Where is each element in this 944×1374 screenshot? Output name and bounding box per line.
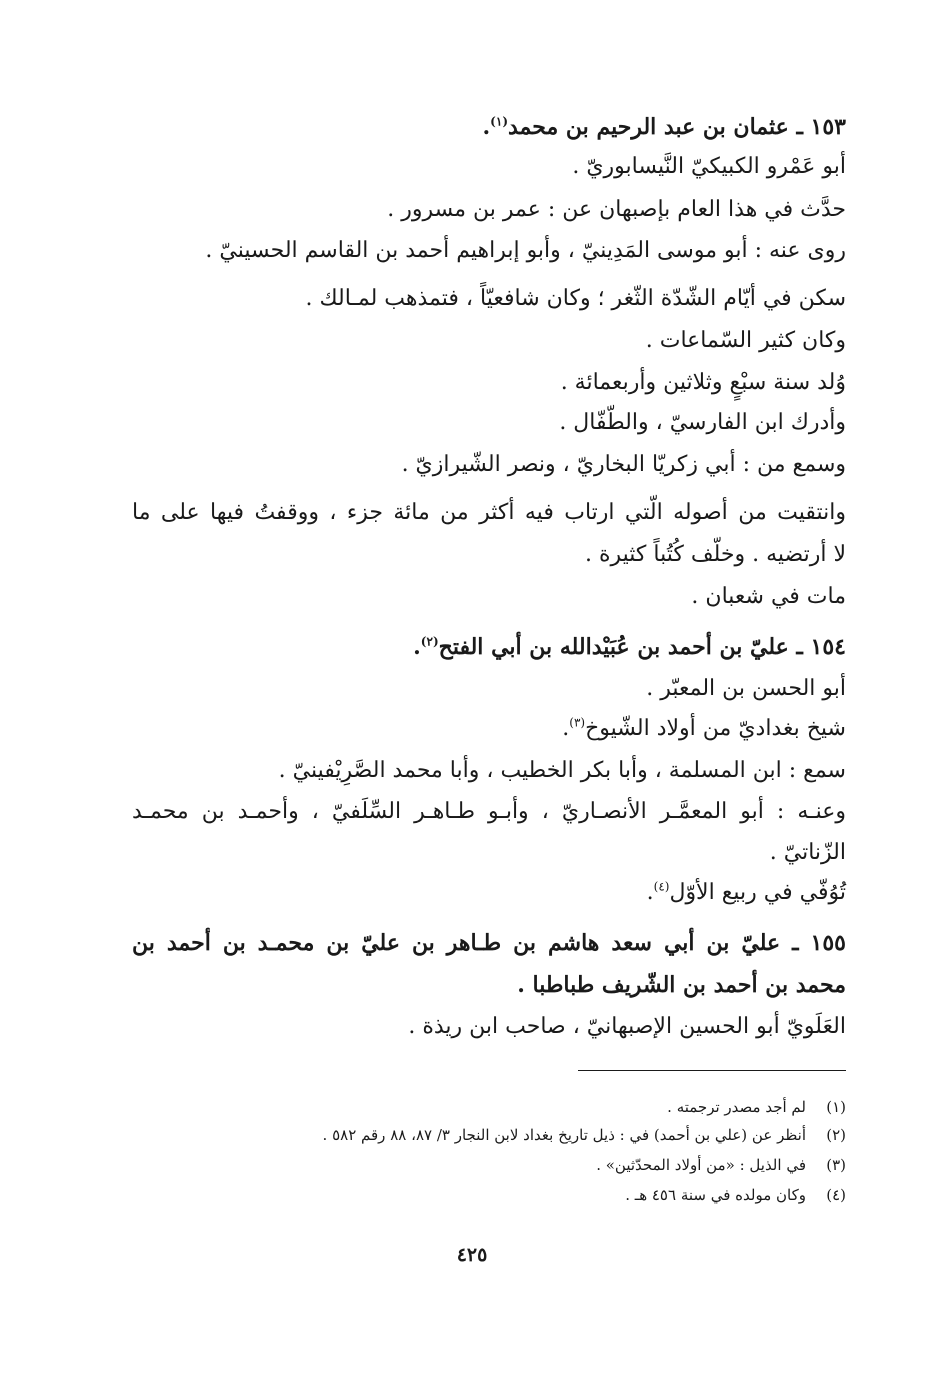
entry-153-kunya: أبو عَمْرو الكبيكيّ النَّيسابوريّ .: [572, 154, 846, 179]
entry-154-kunya: أبو الحسن بن المعبّر .: [646, 676, 846, 701]
footnote-text: وكان مولده في سنة ٤٥٦ هـ .: [625, 1186, 806, 1204]
entry-154-line-death-text: تُوُفّي في ربيع الأوّل: [669, 880, 846, 905]
page-number: ٤٢٥: [456, 1244, 488, 1266]
footnote-number: (٢): [826, 1126, 846, 1144]
entry-154-title-end: .: [413, 634, 421, 660]
footnote-number: (٤): [826, 1186, 846, 1204]
entry-154-line-sheikh: [562, 714, 846, 744]
footnote-4: [625, 1184, 846, 1206]
entry-153-title-end: .: [482, 114, 491, 140]
footnote-text: أنظر عن (علي بن أحمد) في : ذيل تاريخ بغداد لابن النجار ٣/ ٨٧، ٨٨ رقم ٥٨٢ .: [322, 1126, 806, 1144]
entry-154-line-sheikh-text: شيخ بغداديّ من أولاد الشّيوخ: [585, 716, 846, 741]
footnote-text: لم أجد مصدر ترجمته .: [667, 1098, 806, 1116]
entry-153-title-text: ١٥٣ ـ عثمان بن عبد الرحيم بن محمد: [508, 114, 846, 140]
entry-154-line-sheikh-end: .: [562, 716, 570, 741]
entry-153-line-narrators: روى عنه : أبو موسى المَدِينيّ ، وأبو إبراهيم أحمد بن القاسم الحسينيّ .: [205, 238, 846, 263]
entry-154-title-text: ١٥٤ ـ عليّ بن أحمد بن عُبَيْدالله بن أبي الفتح: [438, 634, 846, 660]
entry-153-line-selected-b: لا أرتضيه . وخلّف كُتُباً كثيرة .: [584, 542, 846, 567]
entry-153-line-narrated: حدَّث في هذا العام بإصبهان عن : عمر بن مسرور .: [387, 197, 846, 222]
entry-154-line-death-end: .: [646, 880, 654, 905]
entry-153-line-hearings: وكان كثير السّماعات .: [645, 328, 846, 353]
footnote-ref-1[interactable]: (١): [490, 114, 508, 129]
footnote-1: [667, 1096, 846, 1118]
entry-153-line-residence: سكن في أيّام الشّدّة الثّغر ؛ وكان شافعيّاً ، فتمذهب لمـالك .: [305, 286, 846, 311]
entry-153-line-death: مات في شعبان .: [691, 584, 846, 609]
footnote-ref-4[interactable]: (٤): [653, 879, 670, 894]
entry-154-line-narrators-a: وعنـه : أبو المعمَّـر الأنصـاريّ ، وأبـو طـاهـر السِّلَفيّ ، وأحمـد بن محمـد: [132, 799, 846, 824]
entry-155-line-alawi: العَلَويّ أبو الحسين الإصبهانيّ ، صاحب ابن ريذة .: [408, 1014, 846, 1039]
entry-154-title: [413, 632, 846, 662]
entry-154-line-heard: سمع : ابن المسلمة ، وأبا بكر الخطيب ، وأبا محمد الصَّرِيْفينيّ .: [278, 758, 846, 783]
footnote-ref-2[interactable]: (٢): [420, 634, 439, 649]
footnote-number: (٣): [826, 1156, 846, 1174]
entry-153-line-met: وأدرك ابن الفارسيّ ، والطّفّال .: [559, 410, 846, 435]
footnote-ref-3[interactable]: (٣): [569, 715, 586, 730]
entry-153-title: [483, 112, 847, 142]
footnote-2: [323, 1124, 846, 1146]
footnote-text: في الذيل : «من أولاد المحدّثين» .: [596, 1156, 806, 1174]
entry-153-line-heard-from: وسمع من : أبي زكريّا البخاريّ ، ونصر الشّيرازيّ .: [401, 452, 846, 477]
footnote-number: (١): [826, 1098, 846, 1116]
entry-155-title-a: ١٥٥ ـ عليّ بن أبي سعد هاشم بن طـاهر بن عليّ بن محمـد بن أحمد بن: [132, 930, 846, 956]
entry-153-line-birth: وُلد سنة سبْعٍ وثلاثين وأربعمائة .: [560, 370, 846, 395]
footnote-3: [596, 1154, 846, 1176]
entry-153-line-selected-a: وانتقيت من أصوله الّتي ارتاب فيه أكثر من مائة جزء ، ووقفتُ فيها على ما: [132, 500, 846, 525]
entry-154-line-narrators-b: الزّناتيّ .: [769, 840, 846, 865]
entry-154-line-death: [647, 878, 846, 908]
entry-155-title-b: محمد بن أحمد بن الشّريف طباطبا .: [517, 972, 846, 998]
footnote-separator: [578, 1070, 846, 1071]
